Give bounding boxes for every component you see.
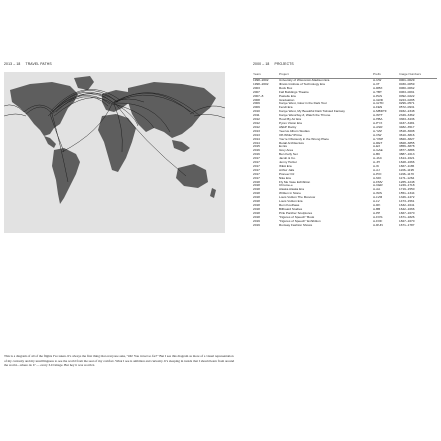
project-image-numbers: 1551–1344 (399, 192, 415, 196)
project-name: Fly Me Vase Exhibition (279, 180, 311, 184)
project-image-numbers: 3877–3886 (399, 149, 415, 153)
project-prefix: A-HBA (373, 118, 383, 122)
project-name: Rock Box (279, 86, 293, 90)
project-years: 2011 (253, 114, 260, 118)
project-prefix: A-IK (373, 164, 380, 168)
project-name: Louis Vuitton Era (279, 200, 303, 204)
project-prefix: A-RK (373, 204, 381, 207)
project-image-numbers: 1346–1472 (399, 196, 415, 200)
project-years: 2009 (253, 106, 260, 110)
project-name: Chrome-e (279, 184, 293, 188)
project-years: 2018 (253, 211, 260, 215)
project-name: Graduation (279, 98, 295, 102)
travel-paths-header (4, 62, 56, 66)
project-prefix: A-MBDTF (373, 110, 387, 114)
project-image-numbers: 0001–0029 (399, 78, 415, 82)
project-prefix: A-FMV (373, 180, 383, 184)
projects-header (253, 62, 298, 66)
project-prefix: A-GRD (373, 98, 383, 102)
project-name: Arthur Jafa (279, 168, 295, 172)
project-name: IKEA Era (279, 164, 292, 168)
project-name: Kanye West, My Beautiful Dark Twisted Fantasy (279, 110, 345, 114)
project-years: 2008 (253, 98, 260, 102)
project-years: 2019 (253, 223, 260, 227)
project-years: 2014 (253, 137, 260, 141)
project-name: Yeezus Album Studies (279, 129, 310, 133)
column-header-project: Project (279, 72, 373, 79)
project-image-numbers: 1667–1165 (399, 164, 415, 168)
project-years: 2018 (253, 215, 260, 219)
project-prefix: A-AJ (373, 168, 380, 172)
project-image-numbers: 0060–0062 (399, 86, 415, 90)
project-years: 1998–2002 (253, 78, 269, 82)
project-image-numbers: 1265–1248 (399, 180, 415, 184)
project-years: 2017 (253, 164, 260, 168)
project-name: Pastelle Era (279, 94, 296, 98)
project-image-numbers: 3518–3608 (399, 129, 415, 133)
project-prefix: A-JH (373, 161, 380, 165)
project-image-numbers: 1171–1264 (399, 176, 415, 180)
project-prefix: A-WIS (373, 192, 382, 196)
project-name: Written in Stone (279, 192, 301, 196)
project-name: Alaska Alaska Era (279, 188, 304, 192)
project-image-numbers: 0092–0222 (399, 94, 415, 98)
column-header-prefix: Prefix (373, 72, 399, 79)
project-image-numbers: 1249–1718 (399, 184, 415, 188)
project-prefix: A-LVM (373, 196, 383, 200)
project-prefix: A-AA (373, 188, 381, 192)
project-prefix: A-RUN (373, 223, 383, 227)
project-years: 2018 (253, 188, 260, 192)
project-image-numbers: 3363–3436 (399, 118, 415, 122)
central-america (44, 136, 56, 148)
project-years: 2018 (253, 180, 260, 184)
project-image-numbers: 1719–1550 (399, 188, 415, 192)
project-name: Off-White"/Prime (279, 133, 303, 137)
project-image-numbers: 1642–1666 (399, 207, 415, 211)
project-prefix: A-RET (373, 141, 383, 145)
project-years: 2010 (253, 110, 260, 114)
project-years: 2019 (253, 219, 260, 223)
project-years: 2017 (253, 168, 260, 172)
project-years: 2017 (253, 161, 260, 165)
africa (98, 114, 136, 172)
project-prefix: A-PAS (373, 94, 383, 98)
project-years: 2015 (253, 145, 260, 149)
project-image-numbers: 0932–2348 (399, 110, 415, 114)
project-name: University of Wisconsin-Madison Era (279, 78, 330, 82)
project-name: Fall Buildings Theatre (279, 90, 309, 94)
project-prefix: A-FOS (373, 215, 383, 219)
project-prefix: A-YZZ (373, 129, 382, 133)
project-years: 2018 (253, 184, 260, 188)
project-name: Fendi Era (279, 106, 293, 110)
world-map-graphic (4, 72, 225, 233)
project-image-numbers: 3610–3816 (399, 133, 415, 137)
travel-paths-map (4, 72, 225, 233)
project-name: Ex Ex (279, 145, 288, 149)
project-image-numbers: 3482–3517 (399, 125, 415, 129)
project-name: You're Obviously in the Wrong Place (279, 137, 329, 141)
project-name: Billboard Studies (279, 207, 303, 211)
project-years: 2012 (253, 118, 260, 122)
project-prefix: A-LV (373, 200, 380, 204)
travel-paths-title: TRAVEL PATHS (25, 62, 52, 66)
project-image-numbers: 1671–1826 (399, 215, 415, 219)
project-years: 2018 (253, 192, 260, 196)
project-prefix: A-RBX (373, 86, 383, 90)
project-years: 2003 (253, 86, 260, 90)
project-years: 2018 (253, 207, 260, 211)
project-years: 2017 (253, 176, 260, 180)
project-name: Jacob & Co. (279, 157, 296, 161)
table-row (253, 224, 437, 228)
project-prefix: A-ASR (373, 125, 383, 129)
project-image-numbers: 1614–1621 (399, 157, 415, 161)
projects-table (253, 72, 437, 227)
map-caption: This is a diagram of all of the flights I've taken. It's always the first thing that everyone asks, "Oh! You travel so far?" But I see this diagram as more of a visual representation of my curiosity and my unwillingness to see the world from the seat of my comfort. What I see is ambition and curiosity. It's sleeping in trends that I should learn from around the world—where do I? — every 3-D image. But hey it was worth it. (4, 354, 235, 368)
north-america (10, 82, 78, 136)
project-prefix: A-PYX (373, 121, 383, 125)
project-prefix: A-EX (373, 145, 381, 149)
project-prefix: A-TBT (373, 90, 382, 94)
project-prefix: A-FOF (373, 219, 383, 223)
continents (10, 76, 216, 204)
project-prefix: A-BB (373, 207, 381, 211)
project-years: 2016 (253, 149, 260, 153)
project-image-numbers: 1632–1641 (399, 204, 415, 207)
project-years: 2012 (253, 121, 260, 125)
project-years: 2013 (253, 133, 260, 137)
project-name: Retail Architecture (279, 141, 305, 145)
project-name: Pyrex Vision Era (279, 121, 302, 125)
project-image-numbers: 3820–3827 (399, 137, 415, 141)
project-years: 2007 (253, 90, 260, 94)
project-prefix: A-PP (373, 211, 381, 215)
project-years: 2014 (253, 141, 260, 145)
project-name: Rem Koolhaas (279, 204, 300, 207)
project-name: "Figures of Speech" Exhibition (279, 219, 321, 223)
project-image-numbers: 3828–3855 (399, 141, 415, 145)
project-image-numbers: 1671–1787 (399, 223, 415, 227)
project-image-numbers: 1166–1195 (399, 168, 415, 172)
project-years: 2018 (253, 204, 260, 207)
project-image-numbers: 1827–1670 (399, 219, 415, 223)
column-header-years: Years (253, 72, 279, 79)
project-image-numbers: 1628–1666 (399, 161, 415, 165)
project-name: A$AP Rocky (279, 125, 297, 129)
new-zealand (210, 188, 216, 198)
project-prefix: A-GAE (373, 149, 383, 153)
project-image-numbers: 3887–1613 (399, 153, 415, 157)
project-years: 2018 (253, 196, 260, 200)
project-years: 2017 (253, 172, 260, 176)
project-prefix: A-PIO (373, 172, 382, 176)
project-image-numbers: 0296–0571 (399, 102, 415, 106)
travel-paths-years: 2013 – 18 (4, 62, 21, 66)
project-name: Nike Era (279, 176, 291, 180)
project-years: 2012 (253, 125, 260, 129)
project-years: 2009 (253, 102, 260, 106)
project-name: Runway Fashion Shows (279, 223, 313, 227)
project-image-numbers: 0572–0931 (399, 106, 415, 110)
column-header-image-numbers: Image Numbers (399, 72, 437, 79)
australia (176, 164, 208, 188)
project-name: Kanye West, Glow in the Dark Tour (279, 102, 328, 106)
project-prefix: A-CER (373, 184, 383, 188)
project-name: Pink Panther Sculptures (279, 211, 313, 215)
project-name: Hood By Air Era (279, 118, 302, 122)
project-name: Louis Vuitton The Moscow (279, 196, 316, 200)
project-image-numbers: 0030–0059 (399, 82, 415, 86)
project-prefix: A-WTT (373, 114, 383, 118)
project-years: 2016 (253, 153, 260, 157)
project-prefix: A-BK (373, 153, 381, 157)
project-name: "Figures of Speech" Book (279, 215, 315, 219)
project-years: 2017 (253, 157, 260, 161)
project-prefix: A-NIK (373, 176, 382, 180)
project-prefix: A-UW (373, 78, 382, 82)
project-prefix: A-OW (373, 133, 382, 137)
asia (128, 82, 216, 138)
project-image-numbers: 3437–3481 (399, 121, 415, 125)
project-prefix: A-IIT (373, 82, 380, 86)
project-years: 2013 (253, 129, 260, 133)
project-prefix: A-FEN (373, 106, 383, 110)
project-prefix: A-GITD (373, 102, 384, 106)
project-image-numbers: 1196–1170 (399, 172, 415, 176)
project-years: 2018 (253, 200, 260, 204)
south-america (52, 148, 80, 204)
project-name: Jenny Holzer (279, 161, 298, 165)
southeast-asia (172, 140, 190, 152)
project-name: Kanye West/Jay-Z, Watch the Throne (279, 114, 331, 118)
project-name: Illinois Institute of Technology Era (279, 82, 325, 86)
projects-years: 2000 – 18 (253, 62, 270, 66)
projects-title: PROJECTS (274, 62, 294, 66)
project-image-numbers: 3856–3878 (399, 145, 415, 149)
projects-list (253, 72, 437, 227)
project-prefix: A-JAC (373, 157, 382, 161)
project-name: Grey Area (279, 149, 293, 153)
projects-table-body (253, 79, 437, 228)
project-image-numbers: 2349–3362 (399, 114, 415, 118)
project-image-numbers: 0223–0295 (399, 98, 415, 102)
greenland (74, 76, 94, 90)
project-image-numbers: 0063–0091 (399, 90, 415, 94)
project-years: 1998–2002 (253, 82, 269, 86)
project-name: Pioneer DJ (279, 172, 295, 176)
project-image-numbers: 1473–1561 (399, 200, 415, 204)
project-image-numbers: 1667–1670 (399, 211, 415, 215)
project-name: Ben Kelly Set (279, 153, 298, 157)
project-prefix: A-YWP (373, 137, 384, 141)
project-years: 2007–8 (253, 94, 264, 98)
